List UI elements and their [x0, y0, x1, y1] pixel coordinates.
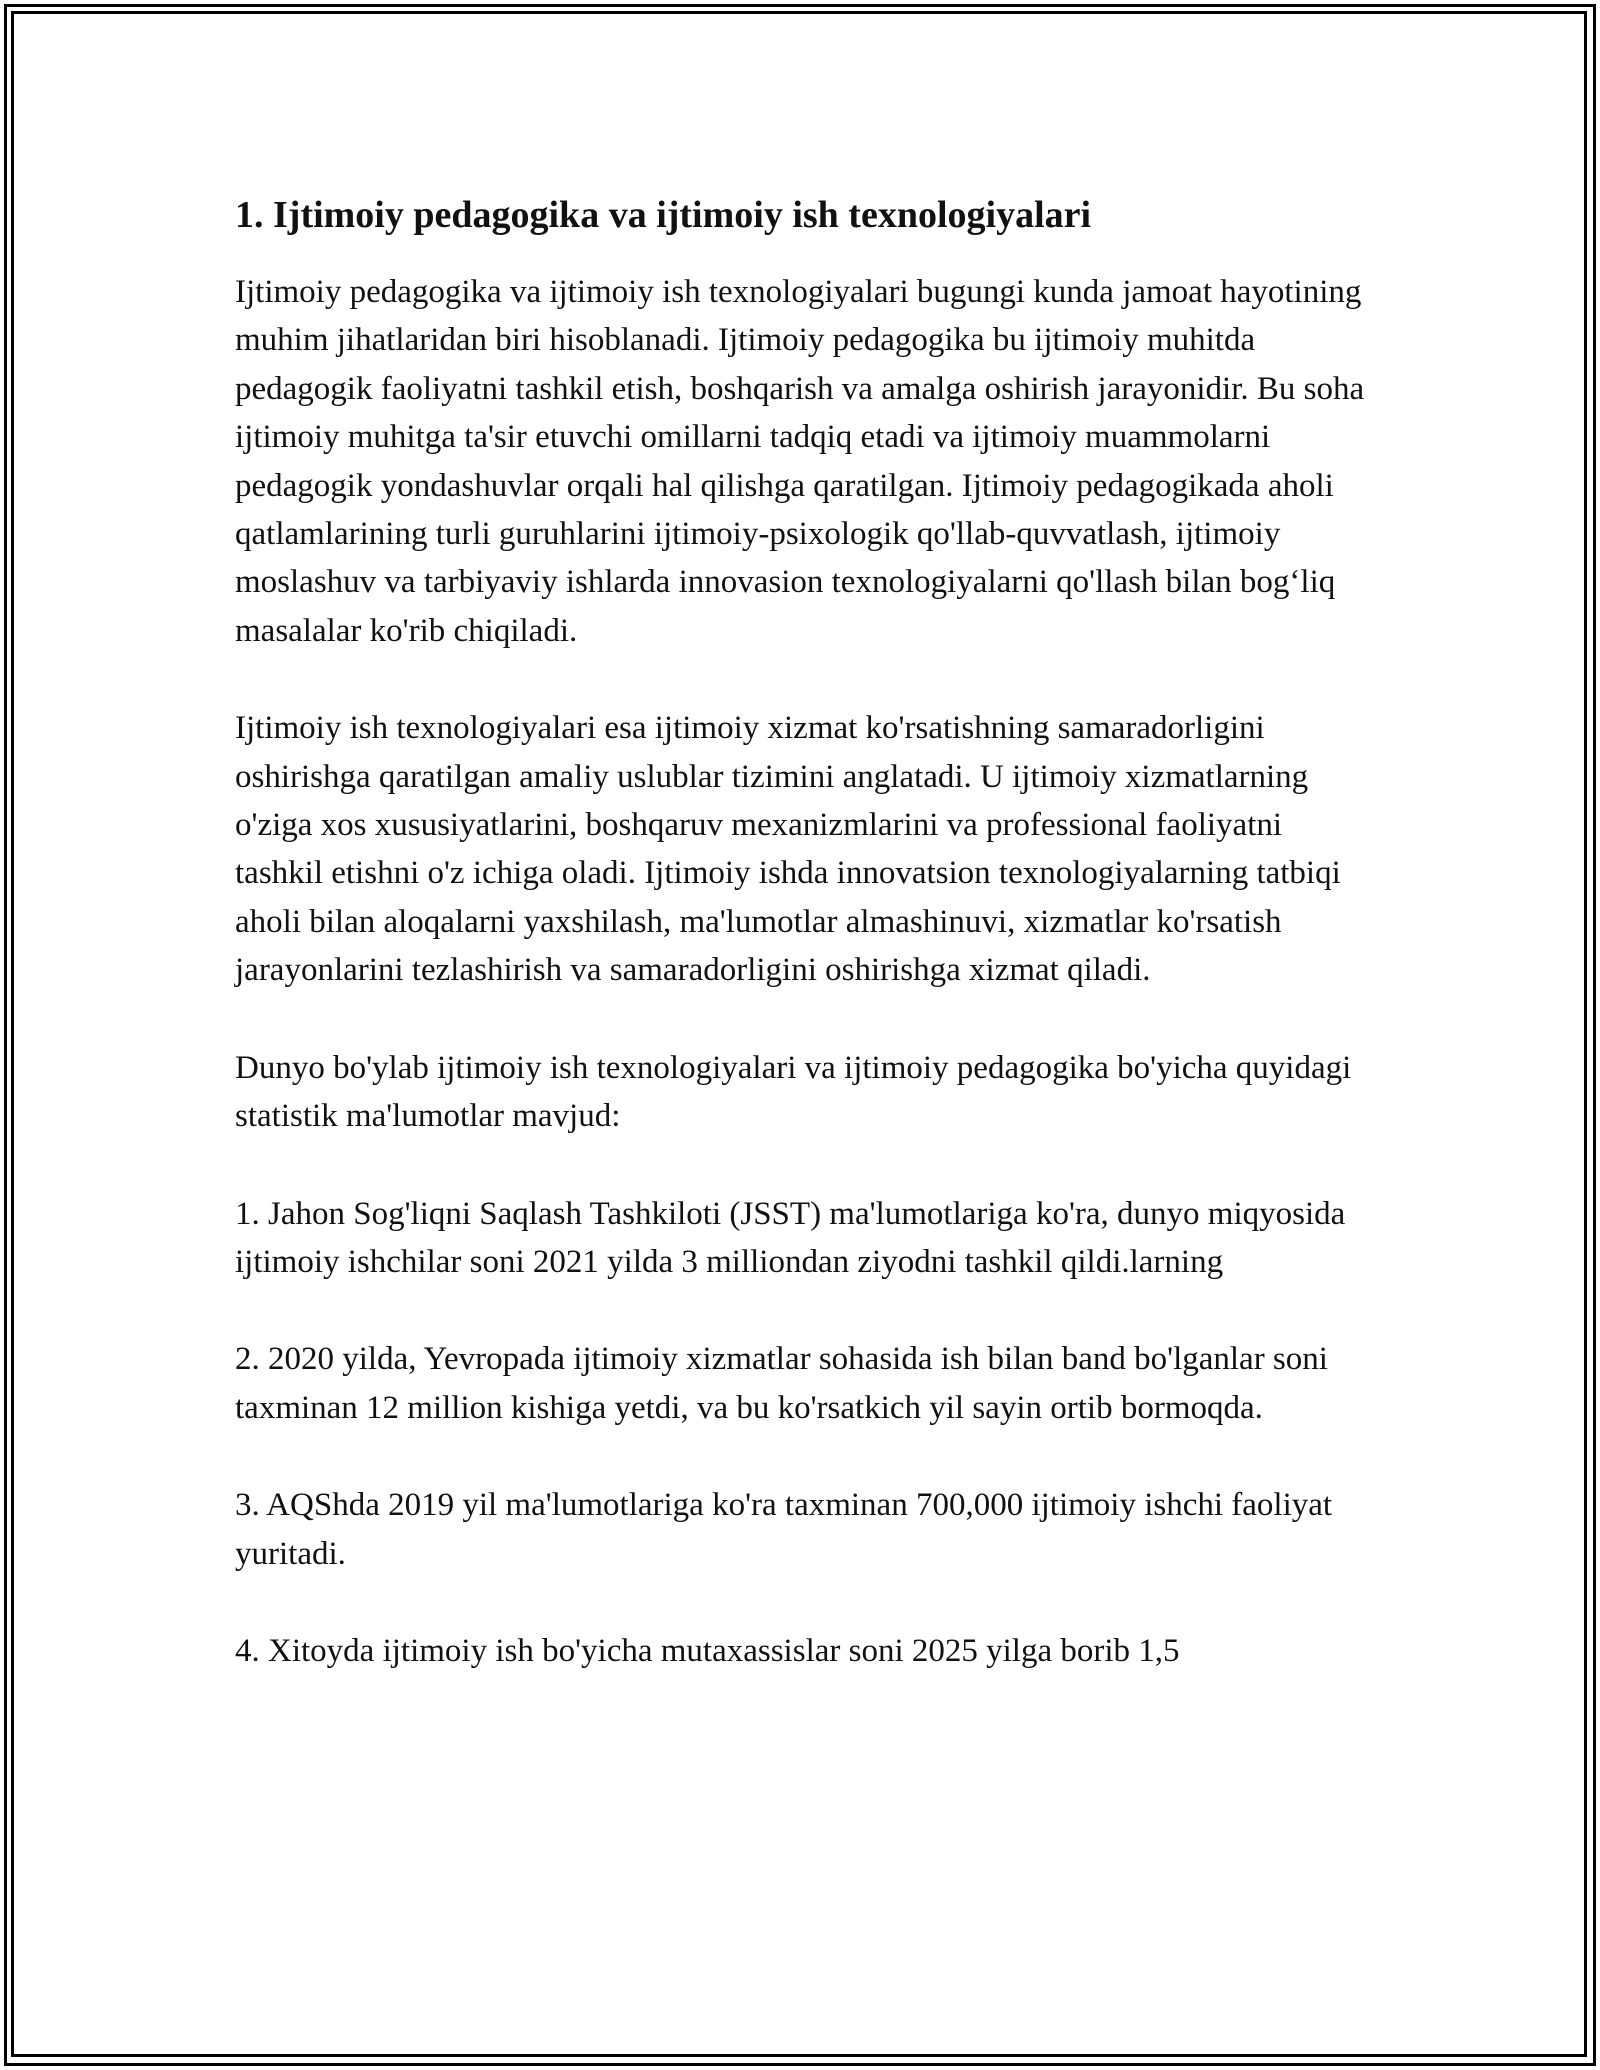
paragraph-social-work: Ijtimoiy ish texnologiyalari esa ijtimoiy xizmat ko'rsatishning samaradorligini oshirishga qaratilgan amaliy uslublar tizimini anglatadi. U ijtimoiy xizmatlarning o'ziga xos xususiyatlarini, boshqaruv mexanizmlarini va professional faoliyatni tashkil etishni o'z ichiga oladi. Ijtimoiy ishda innovatsion texnologiyalarning tatbiqi aholi bilan aloqalarni yaxshilash, ma'lumotlar almashinuvi, xizmatlar ko'rsatish jarayonlarini tezlashirish va samaradorligini oshirishga xizmat qiladi.: [235, 710, 1341, 989]
document-body: [235, 188, 1365, 1724]
statistic-item-3: 3. AQShda 2019 yil ma'lumotlariga ko'ra taxminan 700,000 ijtimoiy ishchi faoliyat yuritadi.: [235, 1487, 1333, 1572]
statistic-item-2: 2. 2020 yilda, Yevropada ijtimoiy xizmatlar sohasida ish bilan band bo'lganlar soni taxminan 12 million kishiga yetdi, va bu ko'rsatkich yil sayin ortib bormoqda.: [235, 1341, 1328, 1426]
section-heading: 1. Ijtimoiy pedagogika va ijtimoiy ish texnologiyalari: [235, 194, 1092, 236]
statistic-item-4: 4. Xitoyda ijtimoiy ish bo'yicha mutaxassislar soni 2025 yilga borib 1,5: [235, 1632, 1180, 1669]
statistic-item-1: 1. Jahon Sog'liqni Saqlash Tashkiloti (JSST) ma'lumotlariga ko'ra, dunyo miqyosida ijtimoiy ishchilar soni 2021 yilda 3 milliondan ziyodni tashkil qildi.larning: [235, 1195, 1346, 1280]
paragraph-intro: Ijtimoiy pedagogika va ijtimoiy ish texnologiyalari bugungi kunda jamoat hayotining muhim jihatlaridan biri hisoblanadi. Ijtimoiy pedagogika bu ijtimoiy muhitda pedagogik faoliyatni tashkil etish, boshqarish va amalga oshirish jarayonidir. Bu soha ijtimoiy muhitga ta'sir etuvchi omillarni tadqiq etadi va ijtimoiy muammolarni pedagogik yondashuvlar orqali hal qilishga qaratilgan. Ijtimoiy pedagogikada aholi qatlamlarining turli guruhlarini ijtimoiy-psixologik qo'llab-quvvatlash, ijtimoiy moslashuv va tarbiyaviy ishlarda innovasion texnologiyalarni qo'llash bilan bog‘liq masalalar ko'rib chiqiladi.: [235, 274, 1365, 649]
paragraph-statistics-intro: Dunyo bo'ylab ijtimoiy ish texnologiyalari va ijtimoiy pedagogika bo'yicha quyidagi statistik ma'lumotlar mavjud:: [235, 1049, 1352, 1135]
